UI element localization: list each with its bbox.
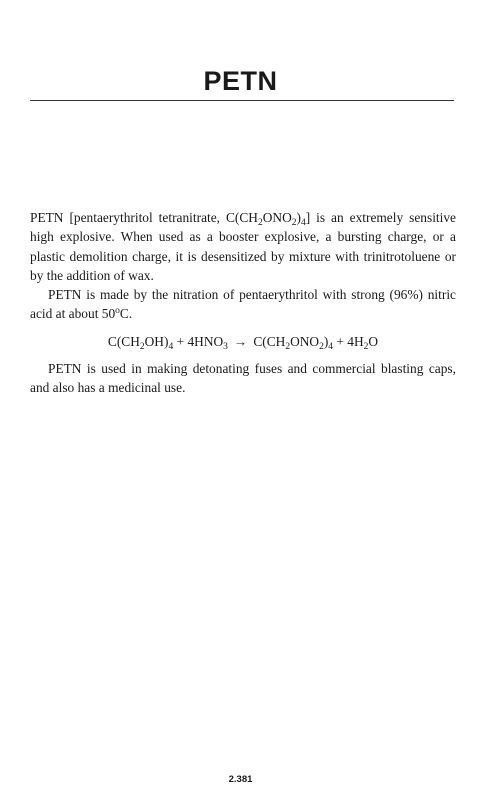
eq-text: + 4H — [333, 333, 364, 349]
subscript: 4 — [168, 341, 174, 352]
text-run: C. — [119, 306, 133, 322]
subscript: 2 — [291, 218, 297, 228]
paragraph-definition — [30, 208, 456, 285]
article-body — [30, 208, 456, 398]
text-run: PETN [pentaerythritol tetranitrate, C(CH — [30, 210, 258, 225]
eq-text: C(CH — [107, 333, 140, 349]
paragraph-uses: PETN is used in making detonating fuses and commercial blasting caps, and also has a medicinal use. — [30, 361, 456, 396]
page-number: 2.381 — [228, 774, 253, 785]
subscript: 2 — [319, 341, 324, 352]
page-title: PETN — [203, 66, 278, 96]
eq-text: + 4HNO — [173, 333, 224, 349]
eq-text: ONO — [290, 333, 320, 349]
degree-superscript: o — [115, 306, 120, 317]
subscript: 4 — [328, 341, 334, 352]
eq-text: ) — [323, 333, 329, 349]
eq-text: O — [368, 333, 379, 349]
paragraph-preparation — [30, 285, 456, 324]
eq-text: C(CH — [253, 333, 286, 349]
chemical-equation — [30, 332, 456, 351]
subscript: 2 — [363, 341, 369, 352]
title-rule — [30, 100, 454, 101]
subscript: 2 — [139, 341, 145, 352]
subscript: 2 — [285, 341, 291, 352]
subscript: 2 — [257, 218, 263, 228]
reaction-arrow-icon: → — [233, 333, 248, 349]
subscript: 4 — [300, 218, 306, 228]
text-run: ONO — [262, 210, 292, 225]
text-run: PETN is made by the nitration of pentaerythritol with strong (96%) nitric acid at about 50 — [30, 287, 456, 322]
eq-text: OH) — [144, 333, 169, 349]
subscript: 3 — [223, 341, 228, 352]
text-run: ) — [296, 210, 301, 225]
text-run: ] is an extremely sensitive high explosive. When used as a booster explosive, a bursting charge, or a plastic demolition charge, it is desensitized by mixture with trinitrotoluene or by the addition of wax. — [30, 210, 456, 283]
